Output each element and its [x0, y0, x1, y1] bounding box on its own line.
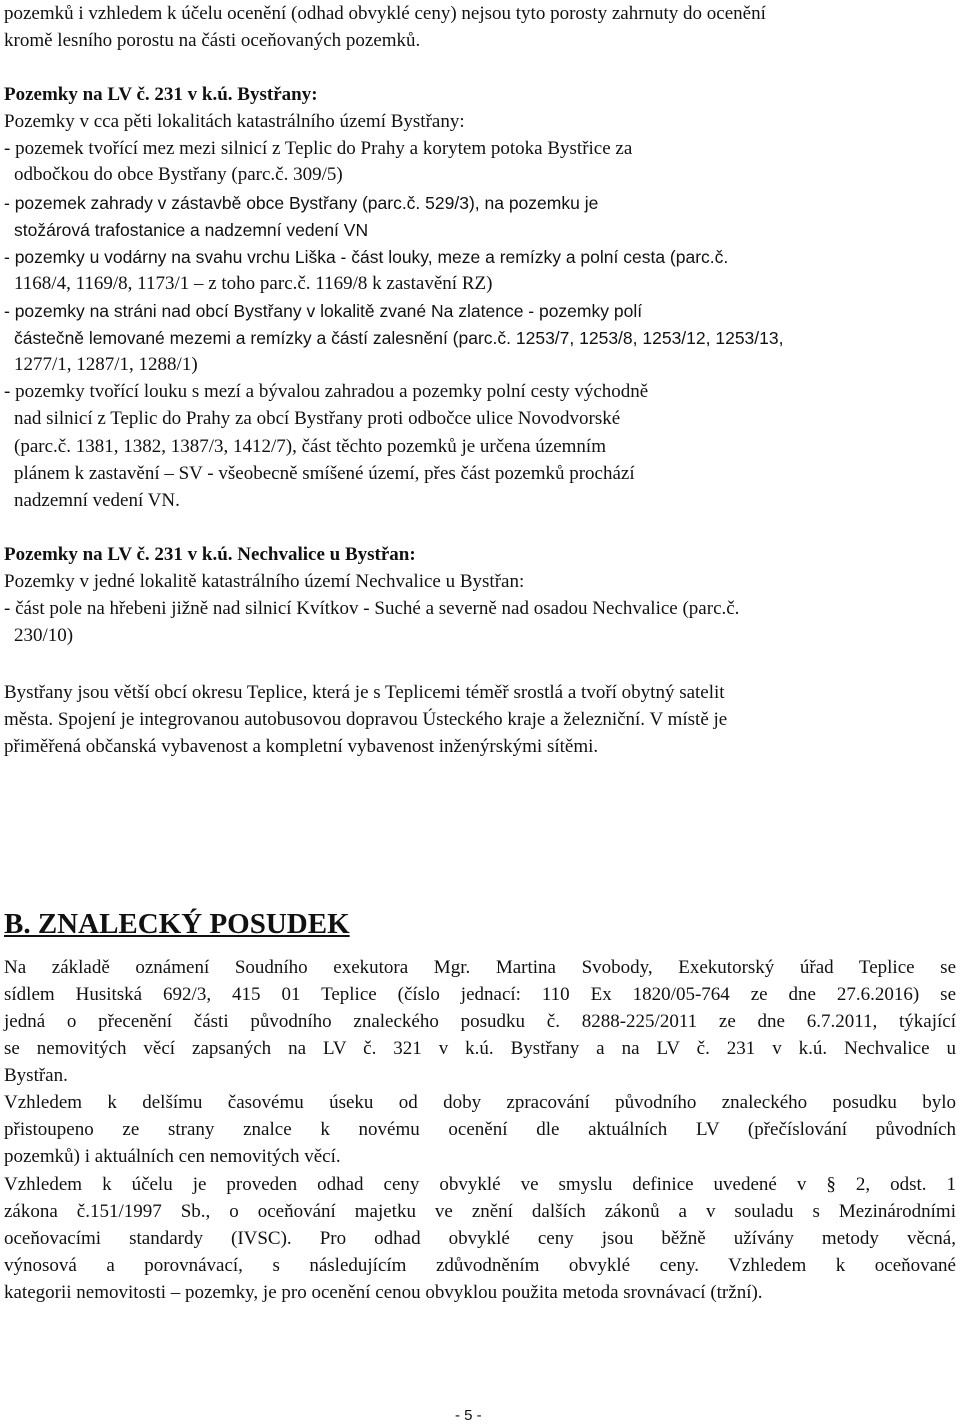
- paragraph-line: pozemků) i aktuálních cen nemovitých věcí.: [4, 1146, 341, 1167]
- paragraph-line: zákona č.151/1997 Sb., o oceňování majetku ve znění dalších zákonů a v souladu s Mezinárodními: [4, 1201, 956, 1222]
- list-item-continuation: 230/10): [14, 625, 74, 646]
- section-heading-nechvalice: Pozemky na LV č. 231 v k.ú. Nechvalice u Bystřan:: [4, 544, 416, 565]
- list-item: - pozemky u vodárny na svahu vrchu Liška - část louky, meze a remízky a polní cesta (parc.č.: [4, 247, 729, 267]
- paragraph-line: Na základě oznámení Soudního exekutora Mgr. Martina Svobody, Exekutorský úřad Teplice se: [4, 957, 956, 978]
- list-item: - pozemky tvořící louku s mezí a bývalou zahradou a pozemky polní cesty východně: [4, 381, 649, 402]
- paragraph-line: města. Spojení je integrovanou autobusovou dopravou Ústeckého kraje a železniční. V místě je: [4, 709, 728, 730]
- text-line: Pozemky v cca pěti lokalitách katastrálního území Bystřany:: [4, 111, 465, 132]
- list-item-continuation: nadzemní vedení VN.: [14, 490, 180, 511]
- page-number: - 5 -: [455, 1407, 482, 1424]
- paragraph-line: oceňovacími standardy (IVSC). Pro odhad obvyklé ceny jsou běžně užívány metody věcná,: [4, 1228, 956, 1249]
- paragraph-line: Vzhledem k delšímu časovému úseku od doby zpracování původního znaleckého posudku bylo: [4, 1092, 956, 1113]
- list-item: - pozemek zahrady v zástavbě obce Bystřany (parc.č. 529/3), na pozemku je: [4, 193, 599, 213]
- list-item-continuation: nad silnicí z Teplic do Prahy za obcí Bystřany proti odbočce ulice Novodvorské: [14, 408, 621, 429]
- text-line: kromě lesního porostu na části oceňovaných pozemků.: [4, 30, 421, 51]
- text-line: Pozemky v jedné lokalitě katastrálního území Nechvalice u Bystřan:: [4, 571, 525, 592]
- list-item-continuation: 1168/4, 1169/8, 1173/1 – z toho parc.č. 1169/8 k zastavění RZ): [14, 273, 493, 294]
- list-item-continuation: (parc.č. 1381, 1382, 1387/3, 1412/7), část těchto pozemků je určena územním: [14, 436, 606, 457]
- paragraph-line: kategorii nemovitosti – pozemky, je pro ocenění cenou obvyklou použita metoda srovnávací (tržní).: [4, 1282, 763, 1303]
- paragraph-line: přistoupeno ze strany znalce k novému ocenění dle aktuálních LV (přečíslování původních: [4, 1119, 956, 1140]
- paragraph-line: přiměřená občanská vybavenost a kompletní vybavenost inženýrskými sítěmi.: [4, 736, 599, 757]
- paragraph-line: Vzhledem k účelu je proveden odhad ceny obvyklé ve smyslu definice uvedené v § 2, odst. 1: [4, 1174, 956, 1195]
- paragraph-line: výnosová a porovnávací, s následujícím zdůvodněním obvyklé ceny. Vzhledem k oceňované: [4, 1255, 956, 1276]
- list-item: - část pole na hřebeni jižně nad silnicí Kvítkov - Suché a severně nad osadou Nechvalice (parc.č.: [4, 598, 740, 619]
- paragraph-line: se nemovitých věcí zapsaných na LV č. 321 v k.ú. Bystřany a na LV č. 231 v k.ú. Nechvalice u: [4, 1038, 956, 1059]
- paragraph-line: Bystřany jsou větší obcí okresu Teplice, která je s Teplicemi téměř srostlá a tvoří obytný satelit: [4, 682, 725, 703]
- list-item-continuation: částečně lemované mezemi a remízky a částí zalesnění (parc.č. 1253/7, 1253/8, 1253/12, 1253/13,: [14, 328, 784, 348]
- section-heading-bystrany: Pozemky na LV č. 231 v k.ú. Bystřany:: [4, 84, 318, 105]
- paragraph-line: jedná o přecenění části původního znaleckého posudku č. 8288-225/2011 ze dne 6.7.2011, týkající: [4, 1011, 956, 1032]
- list-item-continuation: 1277/1, 1287/1, 1288/1): [14, 354, 198, 375]
- list-item-continuation: stožárová trafostanice a nadzemní vedení VN: [14, 220, 369, 240]
- list-item: - pozemek tvořící mez mezi silnicí z Teplic do Prahy a korytem potoka Bystřice za: [4, 138, 633, 159]
- text-line: pozemků i vzhledem k účelu ocenění (odhad obvyklé ceny) nejsou tyto porosty zahrnuty do ocenění: [4, 3, 766, 24]
- paragraph-line: Bystřan.: [4, 1065, 68, 1086]
- list-item: - pozemky na stráni nad obcí Bystřany v lokalitě zvané Na zlatence - pozemky polí: [4, 301, 643, 321]
- paragraph-line: sídlem Husitská 692/3, 415 01 Teplice (číslo jednací: 110 Ex 1820/05-764 ze dne 27.6.2016) se: [4, 984, 956, 1005]
- chapter-heading: B. ZNALECKÝ POSUDEK: [4, 908, 350, 940]
- list-item-continuation: odbočkou do obce Bystřany (parc.č. 309/5): [14, 164, 343, 185]
- list-item-continuation: plánem k zastavění – SV - všeobecně smíšené území, přes část pozemků prochází: [14, 463, 635, 484]
